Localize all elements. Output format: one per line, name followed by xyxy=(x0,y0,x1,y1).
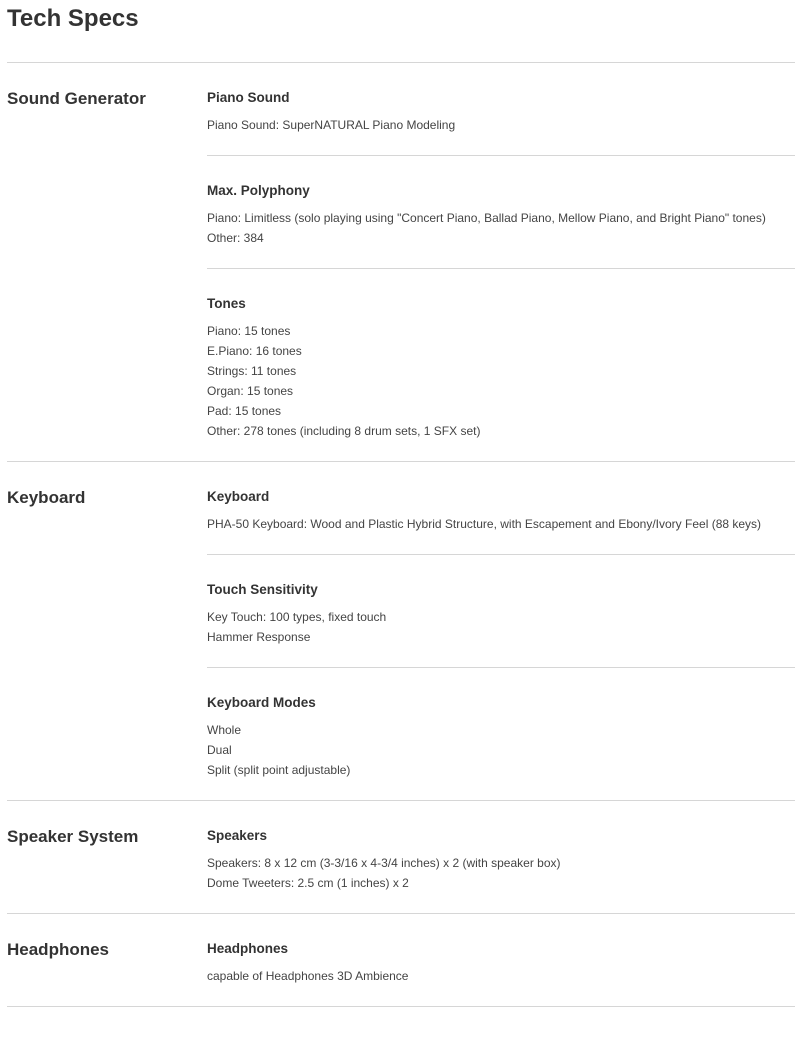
page-title: Tech Specs xyxy=(7,5,139,32)
spec-list xyxy=(207,63,795,461)
spec-item xyxy=(207,801,795,913)
spec-title: Keyboard Modes xyxy=(207,695,316,710)
spec-line: Pad: 15 tones xyxy=(207,404,282,418)
spec-line: Dual xyxy=(207,743,232,757)
spec-line: Other: 384 xyxy=(207,231,264,245)
spec-line: E.Piano: 16 tones xyxy=(207,344,302,358)
spec-category xyxy=(7,62,795,461)
spec-item xyxy=(207,63,795,155)
spec-line: Other: 278 tones (including 8 drum sets, 1 SFX set) xyxy=(207,424,481,438)
spec-list xyxy=(207,462,795,800)
spec-line: capable of Headphones 3D Ambience xyxy=(207,969,409,983)
spec-lines xyxy=(207,321,795,441)
spec-item xyxy=(207,462,795,554)
spec-line: Piano: 15 tones xyxy=(207,324,291,338)
spec-category xyxy=(7,461,795,800)
spec-item xyxy=(207,554,795,667)
category-label: Sound Generator xyxy=(7,89,146,108)
spec-line: PHA-50 Keyboard: Wood and Plastic Hybrid Structure, with Escapement and Ebony/Ivory Feel (88 keys) xyxy=(207,517,762,531)
spec-line: Piano Sound: SuperNATURAL Piano Modeling xyxy=(207,118,456,132)
spec-list xyxy=(207,801,795,913)
category-label: Speaker System xyxy=(7,827,139,846)
spec-title: Keyboard xyxy=(207,489,270,504)
spec-line: Piano: Limitless (solo playing using "Concert Piano, Ballad Piano, Mellow Piano, and Bright Piano" tones) xyxy=(207,211,766,225)
spec-line: Key Touch: 100 types, fixed touch xyxy=(207,610,387,624)
spec-line: Strings: 11 tones xyxy=(207,364,297,378)
spec-lines xyxy=(207,115,795,135)
spec-lines xyxy=(207,607,795,647)
spec-category xyxy=(7,800,795,913)
spec-line: Organ: 15 tones xyxy=(207,384,294,398)
spec-line: Dome Tweeters: 2.5 cm (1 inches) x 2 xyxy=(207,876,409,890)
spec-title: Touch Sensitivity xyxy=(207,582,318,597)
spec-lines xyxy=(207,966,795,986)
spec-line: Speakers: 8 x 12 cm (3-3/16 x 4-3/4 inches) x 2 (with speaker box) xyxy=(207,856,561,870)
spec-line: Whole xyxy=(207,723,242,737)
spec-lines xyxy=(207,853,795,893)
spec-list xyxy=(207,914,795,1006)
spec-title: Max. Polyphony xyxy=(207,183,310,198)
spec-title: Tones xyxy=(207,296,246,311)
spec-category xyxy=(7,913,795,1007)
spec-title: Headphones xyxy=(207,941,289,956)
spec-categories xyxy=(7,62,795,1007)
spec-lines xyxy=(207,208,795,248)
category-label: Keyboard xyxy=(7,488,86,507)
category-label: Headphones xyxy=(7,940,110,959)
spec-item xyxy=(207,155,795,268)
spec-lines xyxy=(207,720,795,780)
spec-item xyxy=(207,268,795,461)
spec-item xyxy=(207,914,795,1006)
spec-title: Speakers xyxy=(207,828,268,843)
spec-line: Split (split point adjustable) xyxy=(207,763,351,777)
spec-item xyxy=(207,667,795,800)
spec-line: Hammer Response xyxy=(207,630,311,644)
spec-lines xyxy=(207,514,795,534)
spec-title: Piano Sound xyxy=(207,90,290,105)
